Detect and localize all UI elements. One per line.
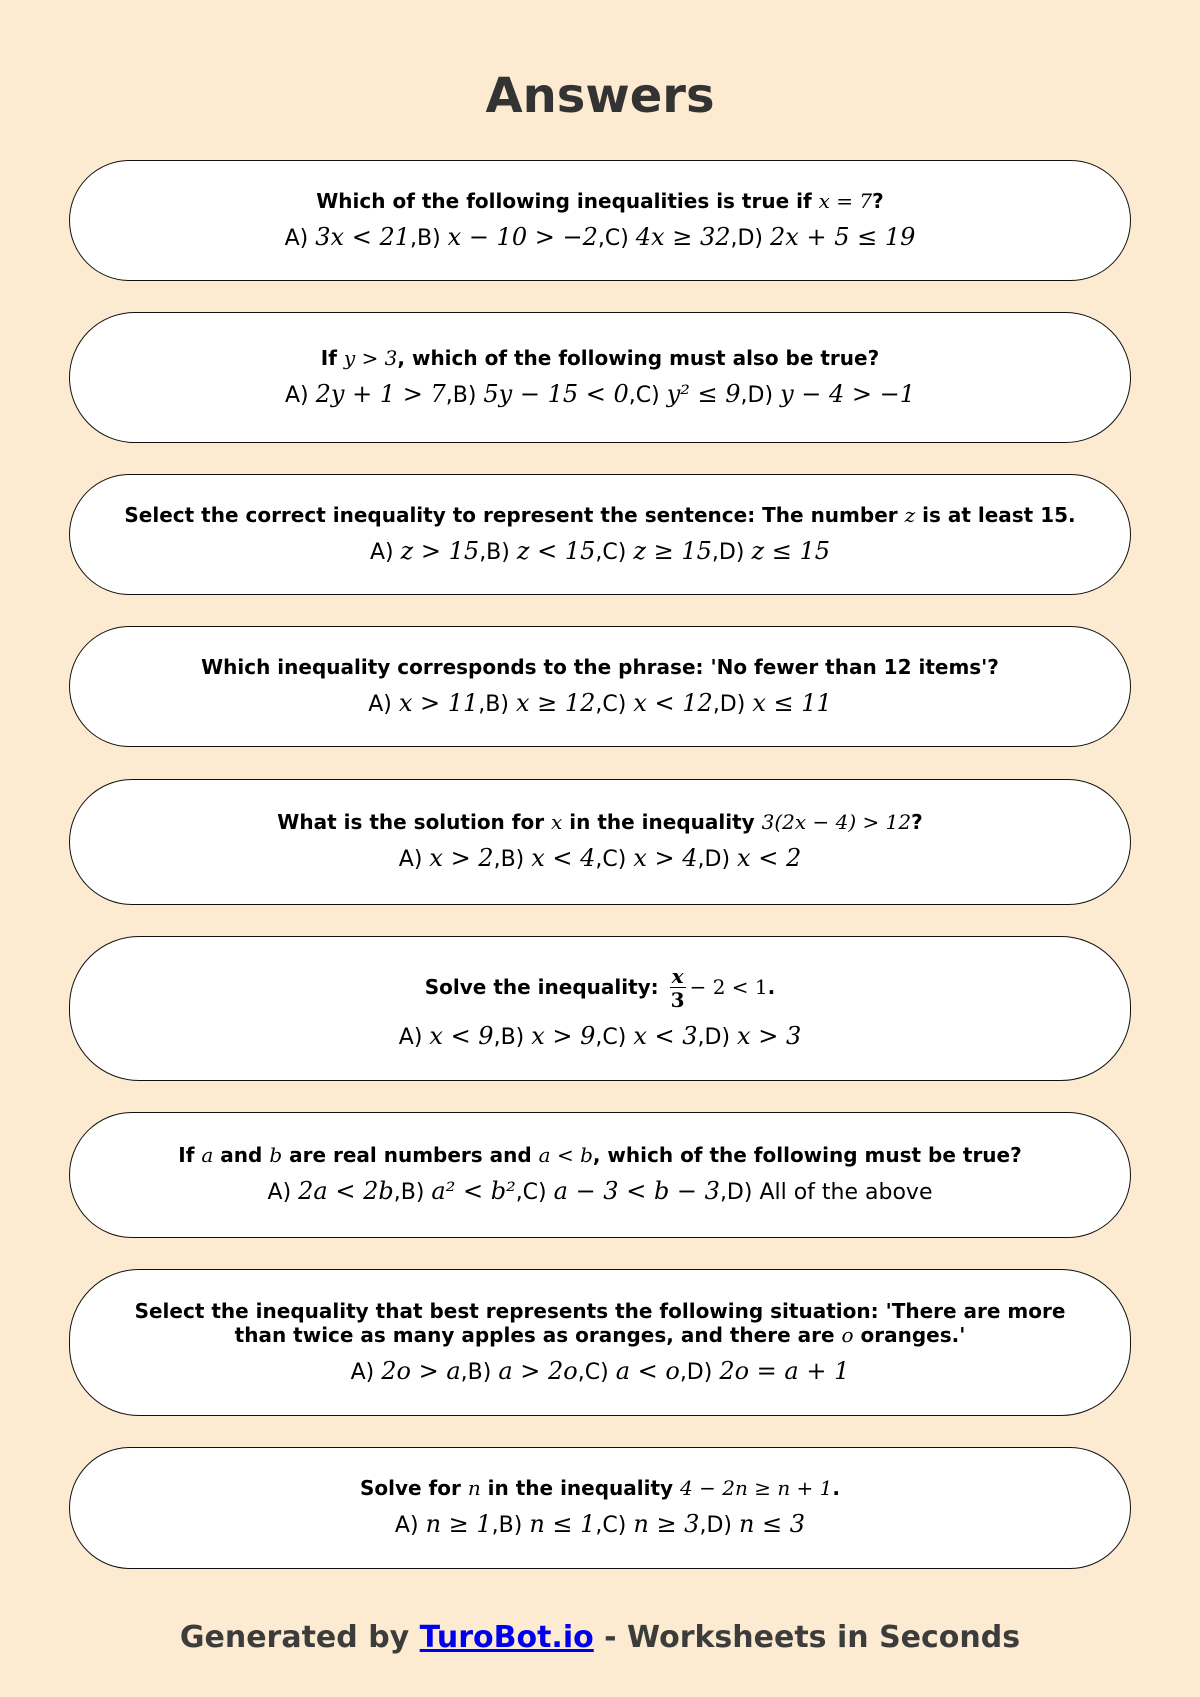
question-card-5 [69, 779, 1131, 905]
question-card-2 [69, 312, 1131, 443]
answer-options: A) 2y + 1 > 7,B) 5y − 15 < 0,C) y² ≤ 9,D) y − 4 > −1 [284, 379, 916, 408]
option-d: z ≤ 15 [751, 536, 830, 565]
option-b: x ≥ 12 [515, 688, 596, 717]
footer: Generated by TuroBot.io - Worksheets in Seconds [179, 1620, 1021, 1655]
question-card-6 [69, 936, 1131, 1081]
option-a: x < 9 [429, 1022, 494, 1050]
question-card-4 [69, 626, 1131, 747]
option-a: x > 2 [429, 844, 494, 872]
option-a: z > 15 [400, 536, 480, 565]
option-a: 3x < 21 [315, 222, 410, 251]
option-b: x − 10 > −2 [447, 222, 598, 251]
question-text: Select the inequality that best represents the following situation: 'There are more than twice as many apples as oranges, and there are o oranges.' [134, 1298, 1066, 1347]
question-text: If y > 3, which of the following must also be true? [320, 345, 880, 370]
question-text: Solve for n in the inequality 4 − 2n ≥ n + 1. [359, 1476, 841, 1500]
option-d: x > 3 [737, 1022, 802, 1050]
option-d: y − 4 > −1 [780, 379, 916, 408]
option-d: 2x + 5 ≤ 19 [770, 222, 916, 251]
question-text: If a and b are real numbers and a < b, which of the following must be true? [178, 1143, 1022, 1167]
answer-options: A) x > 11,B) x ≥ 12,C) x < 12,D) x ≤ 11 [368, 688, 832, 717]
option-c: y² ≤ 9 [666, 379, 741, 408]
answer-options: A) x < 9,B) x > 9,C) x < 3,D) x > 3 [398, 1022, 802, 1050]
answer-options: A) 2o > a,B) a > 2o,C) a < o,D) 2o = a + 1 [350, 1356, 850, 1385]
answer-options: A) n ≥ 1,B) n ≤ 1,C) n ≥ 3,D) n ≤ 3 [394, 1510, 806, 1538]
answer-options: A) 3x < 21,B) x − 10 > −2,C) 4x ≥ 32,D) 2x + 5 ≤ 19 [284, 222, 916, 251]
option-c: z ≥ 15 [633, 536, 712, 565]
option-d: x ≤ 11 [752, 688, 832, 717]
option-d: x < 2 [737, 844, 802, 872]
option-a: n ≥ 1 [425, 1510, 492, 1538]
question-text: Which inequality corresponds to the phrase: 'No fewer than 12 items'? [201, 654, 999, 679]
option-b: x > 9 [531, 1022, 596, 1050]
option-a: 2a < 2b [298, 1177, 394, 1205]
option-d: All of the above [759, 1180, 933, 1205]
question-text: Select the correct inequality to represent the sentence: The number z is at least 15. [124, 502, 1076, 527]
option-b: a² < b² [431, 1177, 516, 1205]
question-card-9 [69, 1447, 1131, 1569]
option-a: 2y + 1 > 7 [315, 379, 446, 408]
question-card-1 [69, 160, 1131, 281]
option-d: n ≤ 3 [738, 1510, 806, 1538]
option-c: a − 3 < b − 3 [553, 1177, 720, 1205]
answer-options: A) 2a < 2b,B) a² < b²,C) a − 3 < b − 3,D) All of the above [267, 1177, 933, 1205]
option-b: a > 2o [498, 1356, 578, 1385]
answer-options: A) x > 2,B) x < 4,C) x > 4,D) x < 2 [398, 844, 802, 872]
answer-options: A) z > 15,B) z < 15,C) z ≥ 15,D) z ≤ 15 [369, 536, 830, 565]
option-c: a < o [615, 1356, 680, 1385]
question-card-3 [69, 474, 1131, 595]
option-c: x < 3 [633, 1022, 698, 1050]
option-c: 4x ≥ 32 [635, 222, 731, 251]
option-a: 2o > a [381, 1356, 461, 1385]
page-title: Answers [485, 68, 715, 124]
option-c: n ≥ 3 [633, 1510, 700, 1538]
turobot-link[interactable]: TuroBot.io [419, 1620, 594, 1655]
question-text: What is the solution for x in the inequality 3(2x − 4) > 12? [277, 810, 923, 834]
option-a: x > 11 [398, 688, 479, 717]
option-c: x > 4 [633, 844, 698, 872]
option-b: x < 4 [531, 844, 596, 872]
fraction: $\frac{x}{3}$ [670, 964, 685, 1012]
option-c: x < 12 [633, 688, 713, 717]
question-text: Which of the following inequalities is true if x = 7? [316, 188, 884, 213]
option-b: 5y − 15 < 0 [483, 379, 629, 408]
option-b: z < 15 [516, 536, 596, 565]
option-d: 2o = a + 1 [719, 1356, 850, 1385]
question-text: Solve the inequality: $\frac{x}{3}$ − 2 < 1. [424, 964, 776, 1012]
question-card-8 [69, 1269, 1131, 1416]
question-card-7 [69, 1112, 1131, 1238]
option-b: n ≤ 1 [529, 1510, 596, 1538]
